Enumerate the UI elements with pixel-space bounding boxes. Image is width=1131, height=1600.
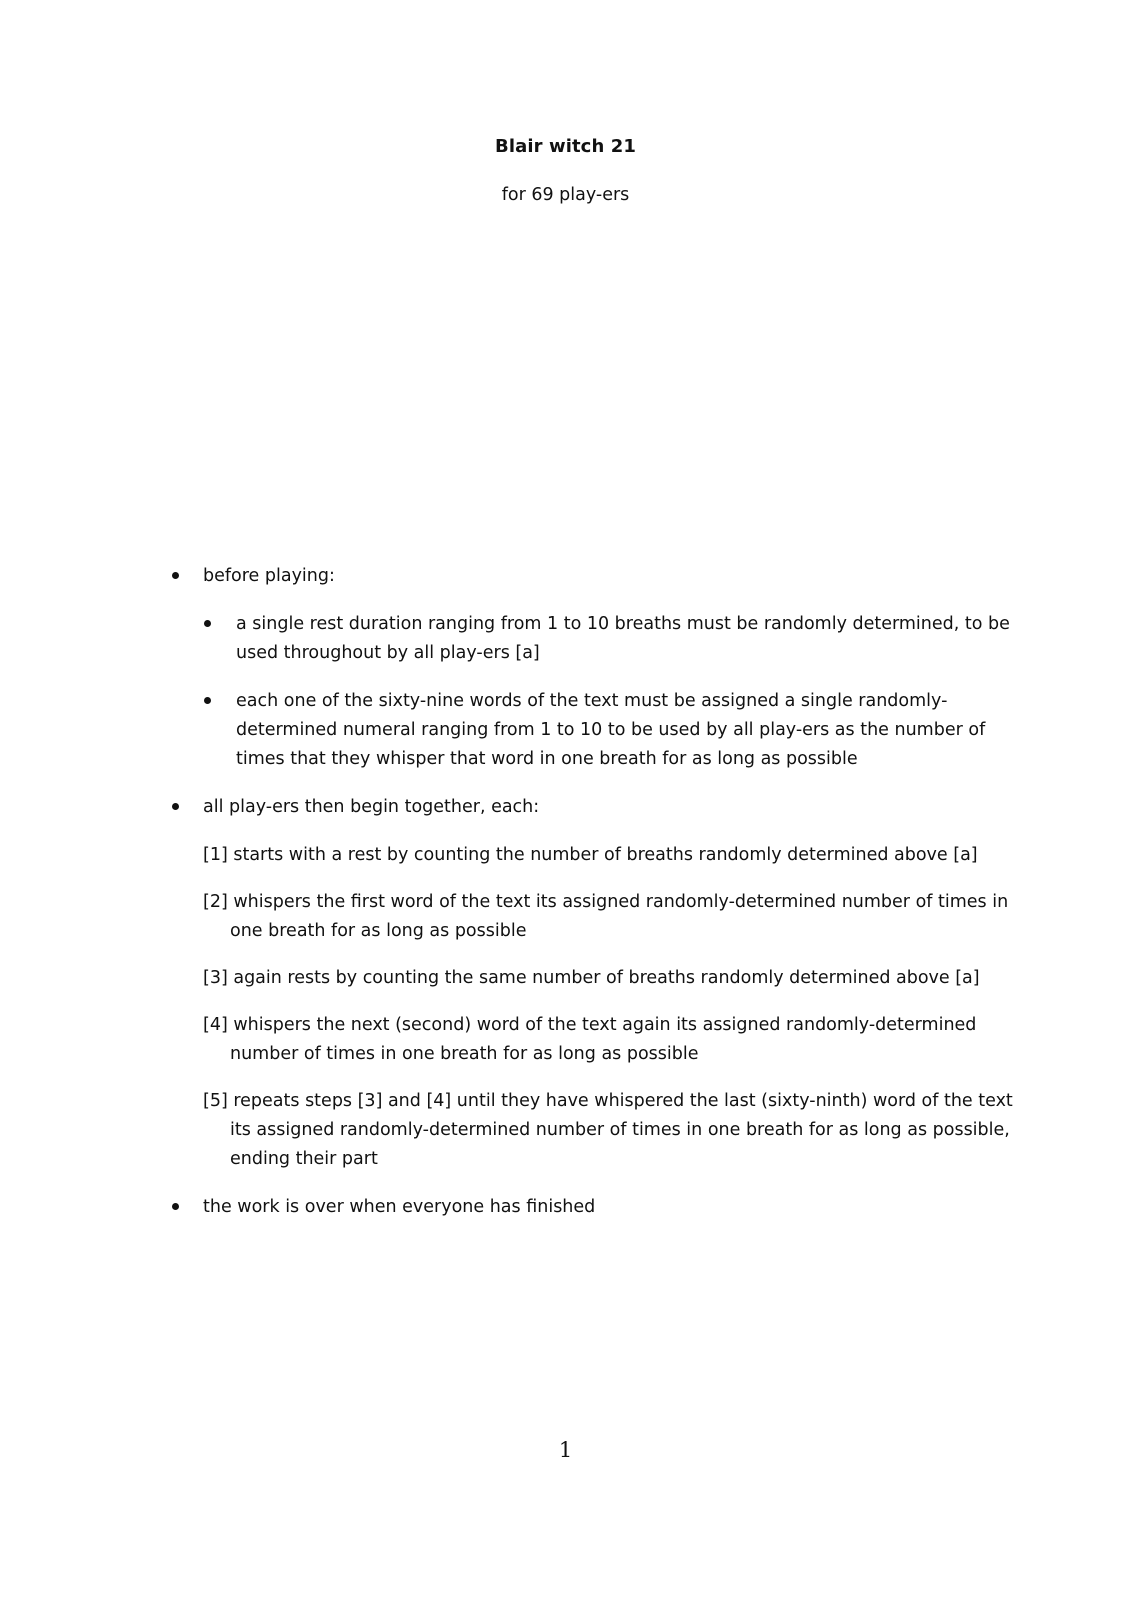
before-item-1-line-2: used throughout by all play-ers [a] bbox=[236, 643, 540, 663]
step-5-line-1: [5] repeats steps [3] and [4] until they have whispered the last (sixty-ninth) word of the text bbox=[203, 1091, 1013, 1111]
page-subtitle: for 69 play-ers bbox=[501, 185, 630, 205]
bullet-icon bbox=[204, 620, 211, 627]
before-item-2-line-3: times that they whisper that word in one breath for as long as possible bbox=[236, 749, 858, 769]
before-heading: before playing: bbox=[203, 566, 335, 586]
step-4-line-1: [4] whispers the next (second) word of the text again its assigned randomly-determined bbox=[203, 1015, 977, 1035]
bullet-icon bbox=[172, 803, 179, 810]
end-text: the work is over when everyone has finished bbox=[203, 1197, 596, 1217]
begin-heading: all play-ers then begin together, each: bbox=[203, 797, 540, 817]
before-item-2-line-1: each one of the sixty-nine words of the text must be assigned a single randomly- bbox=[236, 691, 948, 711]
page-number: 1 bbox=[558, 1438, 573, 1462]
bullet-icon bbox=[204, 697, 211, 704]
step-1-line-1: [1] starts with a rest by counting the number of breaths randomly determined above [a] bbox=[203, 845, 978, 865]
step-3-line-1: [3] again rests by counting the same number of breaths randomly determined above [a] bbox=[203, 968, 980, 988]
step-5-line-2: its assigned randomly-determined number of times in one breath for as long as possible, bbox=[230, 1120, 1010, 1140]
before-item-2-line-2: determined numeral ranging from 1 to 10 to be used by all play-ers as the number of bbox=[236, 720, 986, 740]
bullet-icon bbox=[172, 572, 179, 579]
step-5-line-3: ending their part bbox=[230, 1149, 378, 1169]
before-item-1-line-1: a single rest duration ranging from 1 to 10 breaths must be randomly determined, to be bbox=[236, 614, 1010, 634]
page-title: Blair witch 21 bbox=[495, 136, 636, 157]
bullet-icon bbox=[172, 1203, 179, 1210]
step-4-line-2: number of times in one breath for as long as possible bbox=[230, 1044, 699, 1064]
step-2-line-1: [2] whispers the first word of the text its assigned randomly-determined number of times in bbox=[203, 892, 1009, 912]
step-2-line-2: one breath for as long as possible bbox=[230, 921, 527, 941]
